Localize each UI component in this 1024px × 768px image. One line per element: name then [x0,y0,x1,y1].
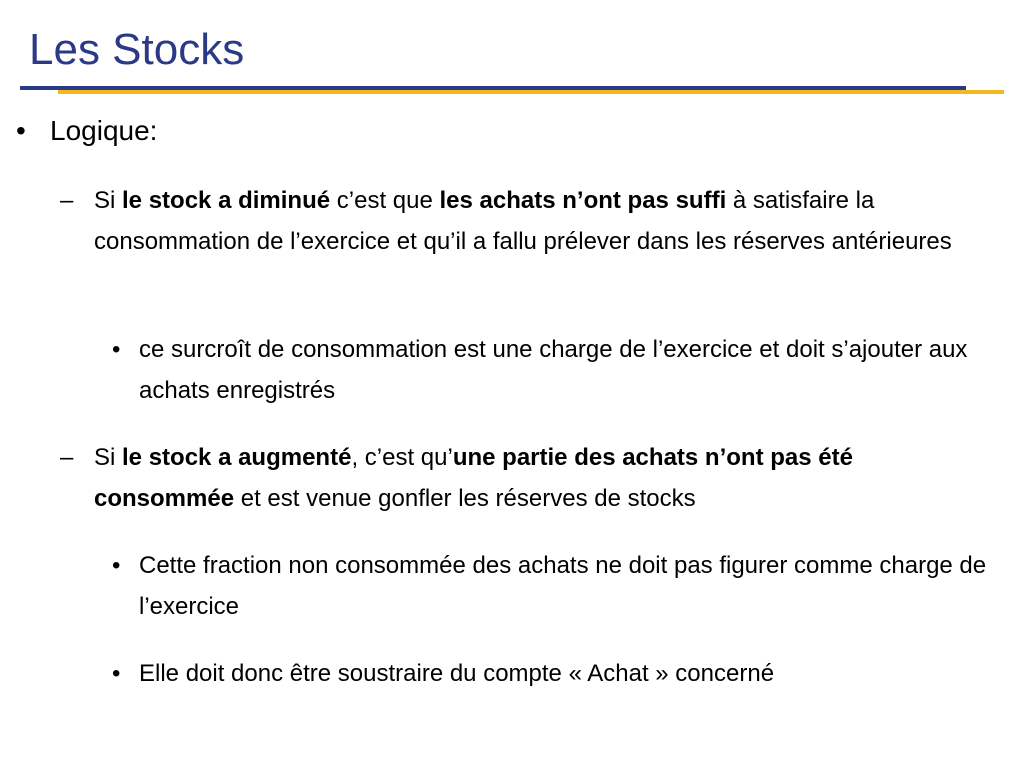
dot-marker: • [112,660,121,687]
point-stock-augmente [60,437,990,519]
title-underline-accent [58,90,1004,94]
sub-point-text: Elle doit donc être soustraire du compte « Achat » concerné [139,660,775,687]
title-underline [20,86,966,90]
point-text [94,180,984,262]
bullet-text: Logique: [50,115,158,146]
text-run: , c’est qu’ [351,444,453,471]
sub-point-surcroit [112,329,1018,411]
text-run: Si [94,187,123,214]
sub-point-soustraire [112,653,1018,694]
dash-marker: – [60,187,74,214]
sub-point-text: ce surcroît de consommation est une charge de l’exercice et doit s’ajouter aux achats enregistrés [139,336,968,404]
bold-run: les achats n’ont pas suffi [439,187,727,214]
bold-run: le stock a diminué [122,187,331,214]
point-text [94,437,984,519]
text-run: Si [94,444,123,471]
text-run: c’est que [330,187,440,214]
text-run: et est venue gonfler les réserves de stocks [234,485,696,512]
point-stock-diminue [60,180,990,262]
sub-point-fraction [112,545,1018,627]
bold-run: le stock a augmenté [122,444,352,471]
bullet-marker: • [16,115,26,146]
dot-marker: • [112,336,121,363]
slide-title: Les Stocks [29,25,245,74]
bold-run: une partie des achats n’ont pas été consommée [94,444,853,512]
dot-marker: • [112,552,121,579]
dash-marker: – [60,444,74,471]
sub-point-text: Cette fraction non consommée des achats ne doit pas figurer comme charge de l’exercice [139,552,987,620]
text-run: à satisfaire la consommation de l’exercice et qu’il a fallu prélever dans les réserves antérieures [94,187,952,255]
